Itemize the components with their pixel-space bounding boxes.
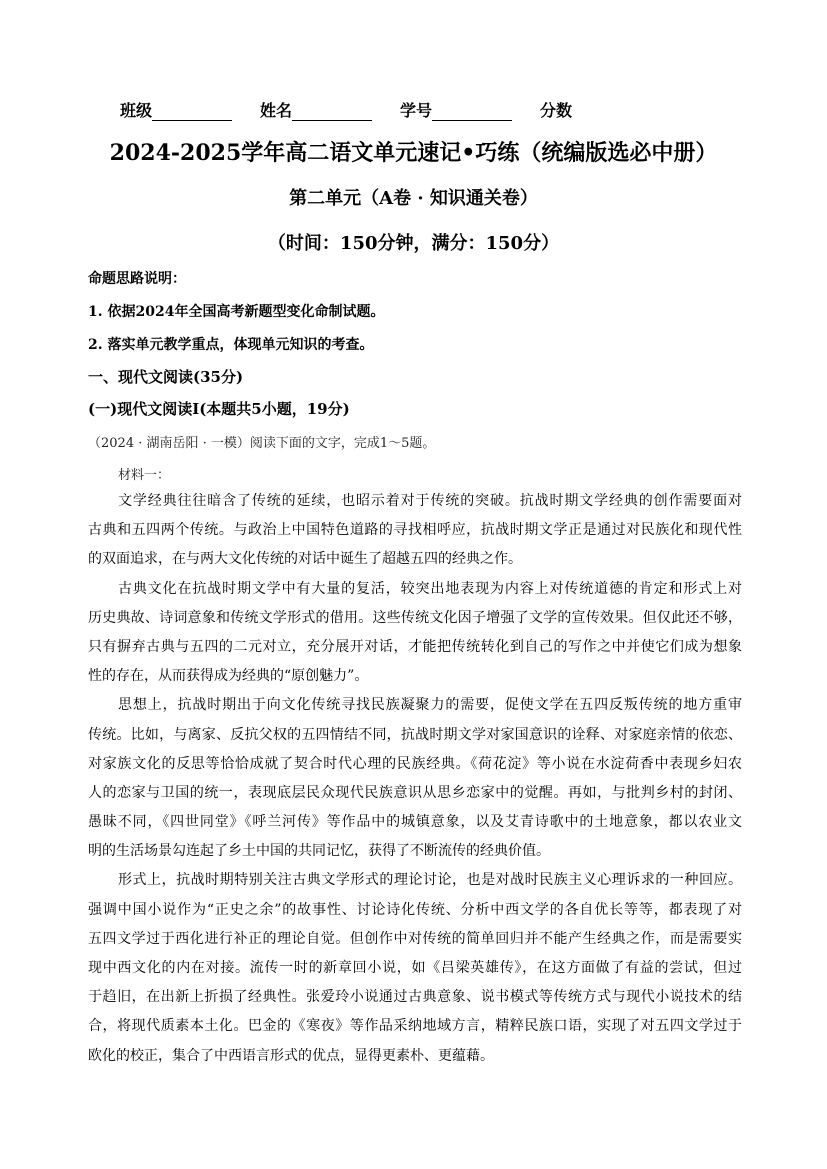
class-field[interactable]: 班级 (120, 98, 232, 121)
passage-line: 古典文化在抗战时期文学中有大量的复活，较突出地表现为内容上对传统道德的肯定和形式上对 (118, 580, 742, 597)
passage-line: 强调中国小说作为“正史之余”的故事性、讨论诗化传统、分析中西文学的各自优长等等，都表现了对 (88, 901, 742, 918)
question-source: （2024 · 湖南岳阳 · 一模）阅读下面的文字，完成1～5题。 (88, 436, 436, 451)
design-note-item: 1. 依据2024年全国高考新题型变化命制试题。 (88, 304, 385, 320)
passage-paragraph (88, 575, 742, 692)
passage-line: 传统。比如，与离家、反抗父权的五四情结不同，抗战时期文学对家国意识的诠释、对家庭亲情的依恋、 (88, 726, 742, 743)
design-note-heading: 命题思路说明： (88, 271, 186, 287)
passage-paragraph (88, 691, 742, 866)
student-info-fields (120, 98, 600, 121)
document-title: 2024-2025学年高二语文单元速记•巧练（统编版选必中册） (109, 140, 718, 166)
passage-paragraph (88, 866, 742, 1070)
design-note-item: 2. 落实单元教学重点，体现单元知识的考查。 (88, 337, 374, 353)
name-field[interactable]: 姓名 (260, 98, 372, 121)
passage-line: 对家族文化的反思等恰恰成就了契合时代心理的民族经典。《荷花淀》等小说在水淀荷香中表现乡妇农 (88, 755, 742, 772)
passage-line: 文学经典往往暗含了传统的延续，也昭示着对于传统的突破。抗战时期文学经典的创作需要面对 (118, 493, 742, 509)
passage-line: 合，将现代质素本土化。巴金的《寒夜》等作品采纳地域方言，精粹民族口语，实现了对五四文学过于 (88, 1018, 742, 1035)
reading-passage (88, 487, 742, 1071)
passage-line: 性的存在，从而获得成为经典的“原创魅力”。 (88, 668, 369, 685)
passage-line: 明的生活场景勾连起了乡土中国的共同记忆，获得了不断流传的经典价值。 (88, 843, 550, 860)
passage-line: 只有摒弃古典与五四的二元对立，充分展开对话，才能把传统转化到自己的写作之中并使它们成为想象 (88, 638, 742, 655)
section-heading: 一、现代文阅读(35分) (88, 368, 244, 386)
time-info: （时间：150分钟，满分：150分） (267, 233, 560, 254)
passage-paragraph (88, 487, 742, 575)
passage-line: 五四文学过于西化进行补正的理论自觉。但创作中对传统的简单回归并不能产生经典之作，而是需要实 (88, 930, 742, 947)
passage-line: 人的恋家与卫国的统一，表现底层民众现代民族意识从思乡恋家中的觉醒。再如，与批判乡村的封闭、 (88, 784, 742, 801)
student-id-field[interactable]: 学号 (400, 98, 512, 121)
passage-line: 历史典故、诗词意象和传统文学形式的借用。这些传统文化因子增强了文学的宣传效果。但仅此还不够， (88, 609, 742, 626)
document-subtitle: 第二单元（A卷 · 知识通关卷） (289, 188, 538, 209)
passage-line: 欧化的校正，集合了中西语言形式的优点，显得更素朴、更蕴藉。 (88, 1047, 494, 1064)
passage-line: 现中西文化的内在对接。流传一时的新章回小说，如《吕梁英雄传》，在这方面做了有益的尝试，但过 (88, 960, 742, 976)
passage-line: 于趋旧，在出新上折损了经典性。张爱玲小说通过古典意象、说书模式等传统方式与现代小说技术的结 (88, 989, 742, 1006)
passage-line: 形式上，抗战时期特别关注古典文学形式的理论讨论，也是对战时民族主义心理诉求的一种回应。 (118, 872, 742, 889)
passage-line: 古典和五四两个传统。与政治上中国特色道路的寻找相呼应，抗战时期文学正是通过对民族化和现代性 (88, 522, 742, 539)
passage-line: 思想上，抗战时期出于向文化传统寻找民族凝聚力的需要，促使文学在五四反叛传统的地方重审 (118, 697, 742, 714)
passage-line: 的双面追求，在与两大文化传统的对话中诞生了超越五四的经典之作。 (88, 551, 522, 568)
material-label: 材料一： (118, 468, 171, 483)
score-field: 分数 (540, 101, 573, 120)
passage-line: 愚昧不同，《四世同堂》《呼兰河传》等作品中的城镇意象，以及艾青诗歌中的土地意象，都以农业文 (88, 814, 742, 831)
subsection-heading: (一)现代文阅读Ⅰ(本题共5小题，19分) (88, 400, 350, 418)
